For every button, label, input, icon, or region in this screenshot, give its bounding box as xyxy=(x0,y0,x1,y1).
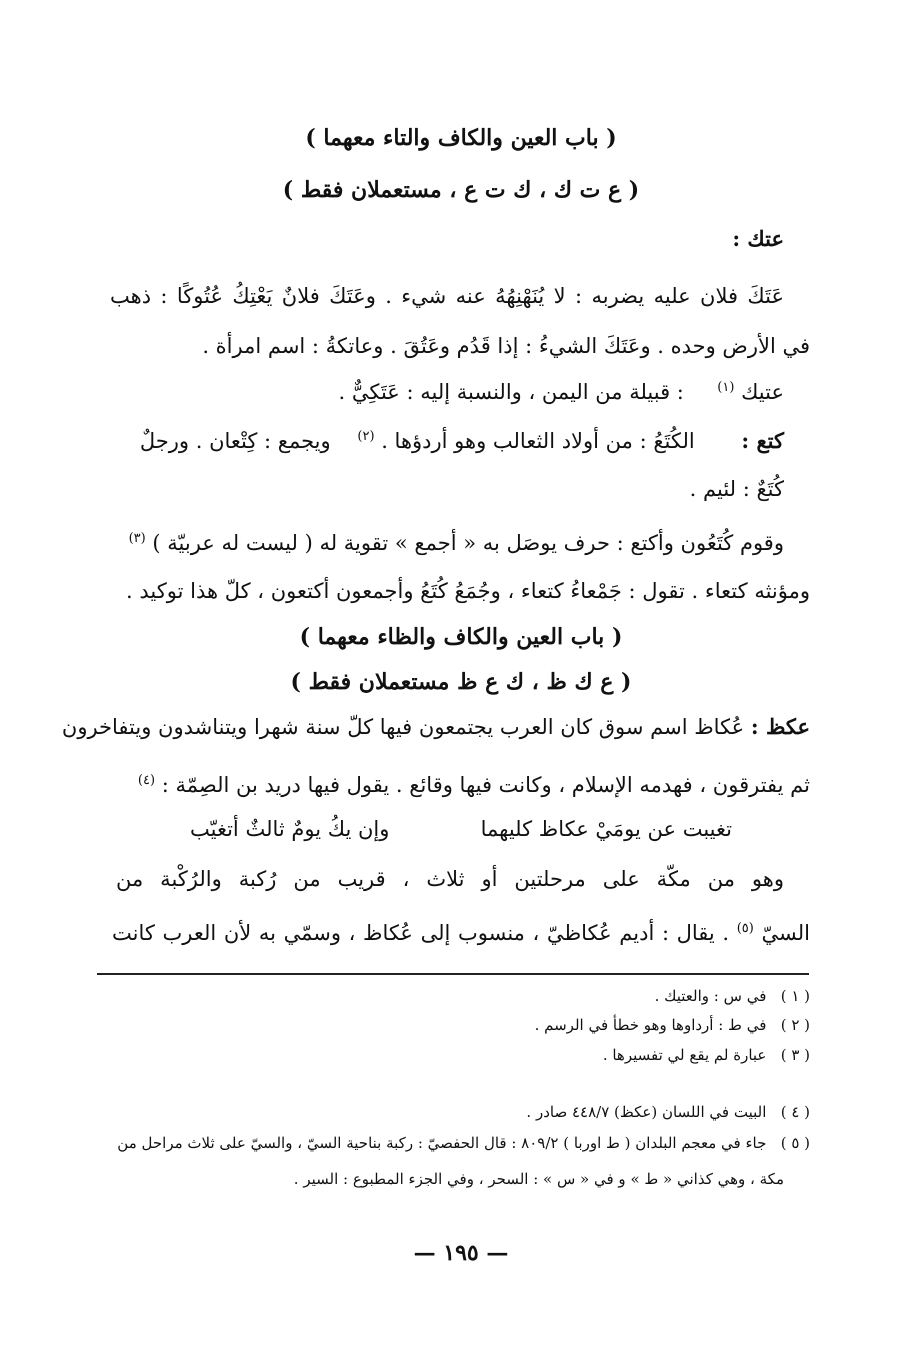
footnote-number: ( ٤ ) xyxy=(780,1103,810,1121)
entry-heading-kata: كتع : xyxy=(741,428,784,453)
footnote-number: ( ٢ ) xyxy=(780,1016,810,1034)
entry-heading-atak: عتك : xyxy=(732,226,784,251)
footnote-separator xyxy=(97,973,809,975)
entry-text-line xyxy=(129,524,784,558)
verse-hemistich-first: تغيبت عن يومَيْ عكاظ كليهما xyxy=(480,817,732,841)
entry-text-line: كُتَعٌ : لئيم . xyxy=(689,477,784,501)
entry-text-line xyxy=(138,766,810,800)
footnote-text: جاء في معجم البلدان ( ط اوربا ) ٨٠٩/٢ : قال الحفصيّ : ركبة بناحية السيّ ، والسيّ على ثلاث مراحل من xyxy=(117,1134,767,1152)
entry-text-line xyxy=(339,373,785,407)
footnote-continuation: مكة ، وهي كذاني « ط » و في « س » : السحر ، وفي الجزء المطبوع : السير . xyxy=(293,1170,784,1188)
footnote xyxy=(117,1132,810,1154)
entry-heading-okaz: عكظ : xyxy=(750,714,810,739)
entry-text: الكُتَعُ : من أولاد الثعالب وهو أردؤها . xyxy=(381,429,695,453)
footnote-text: في ط : أرداوها وهو خطأ في الرسم . xyxy=(534,1016,767,1034)
footnote-text: البيت في اللسان (عكظ) ٤٤٨/٧ صادر . xyxy=(526,1103,767,1121)
section-title-ayn-kaf-za: ( باب العين والكاف والظاء معهما ) xyxy=(299,624,623,650)
entry-text-line: عَتَكَ فلان عليه يضربه : لا يُنَهْنِهُهُ عنه شيء . وعَتَكَ فلانٌ يَعْتِكُ عُتُوكًا : ذهب xyxy=(110,284,784,308)
footnote xyxy=(535,1014,810,1036)
entry-text: عُكاظ اسم سوق كان العرب يجتمعون فيها كلّ سنة شهرا ويتناشدون ويتفاخرون xyxy=(61,715,745,739)
entry-text: : قبيلة من اليمن ، والنسبة إليه : عَتَكِيٌّ . xyxy=(338,380,684,404)
verse-hemistich-second: وإن يكُ يومٌ ثالثٌ أتغيّب xyxy=(190,817,390,841)
entry-text-line xyxy=(108,422,784,456)
footnote-text: في س : والعتيك . xyxy=(654,987,767,1005)
entry-text-line: في الأرض وحده . وعَتَكَ الشيءُ : إذا قَدُم وعَتُقَ . وعاتكةُ : اسم امرأة . xyxy=(202,334,810,358)
section-title-ayn-kaf-ta: ( باب العين والكاف والتاء معهما ) xyxy=(305,125,617,151)
footnote xyxy=(655,985,810,1007)
entry-text-line: ومؤنثه كتعاء . تقول : جَمْعاءُ كتعاء ، وجُمَعُ كُتَعُ وأجمعون أكتعون ، كلّ هذا توكيد . xyxy=(126,579,810,603)
footnote-number: ( ١ ) xyxy=(780,987,810,1005)
section-subtitle-roots: ( ع ك ظ ، ك ع ظ مستعملان فقط ) xyxy=(290,669,632,695)
entry-word: عتيك xyxy=(741,380,784,404)
footnote-text: عبارة لم يقع لي تفسيرها . xyxy=(602,1046,767,1064)
footnote-number: ( ٣ ) xyxy=(780,1046,810,1064)
entry-text-line xyxy=(61,712,810,742)
page-number: — ١٩٥ — xyxy=(413,1240,509,1266)
entry-text: السيّ xyxy=(761,921,810,945)
section-subtitle-roots: ( ع ت ك ، ك ت ع ، مستعملان فقط ) xyxy=(282,177,640,203)
footnote-ref: (١) xyxy=(717,380,735,395)
entry-text: . يقال : أديم عُكاظيّ ، منسوب إلى عُكاظ ، وسمّي به لأن العرب كانت xyxy=(112,921,730,945)
entry-text-line: وهو من مكّة على مرحلتين أو ثلاث ، قريب من رُكبة والرُكْبة من xyxy=(116,867,784,891)
entry-text-line xyxy=(112,914,810,948)
footnote-ref: (٤) xyxy=(137,773,156,788)
footnote-ref: (٣) xyxy=(128,531,146,546)
entry-text: ويجمع : كِتْعان . ورجلٌ xyxy=(139,429,331,453)
footnote-number: ( ٥ ) xyxy=(780,1134,810,1152)
footnote xyxy=(603,1044,810,1066)
entry-text: ثم يفترقون ، فهدمه الإسلام ، وكانت فيها وقائع . يقول فيها دريد بن الصِمّة : xyxy=(161,773,810,797)
footnote-ref: (٥) xyxy=(736,921,754,936)
entry-text: وقوم كُتَعُون وأكتع : حرف يوصَل به « أجمع » تقوية له ( ليست له عربيّة ) xyxy=(152,531,784,555)
footnote xyxy=(526,1101,810,1123)
footnote-ref: (٢) xyxy=(357,429,375,444)
